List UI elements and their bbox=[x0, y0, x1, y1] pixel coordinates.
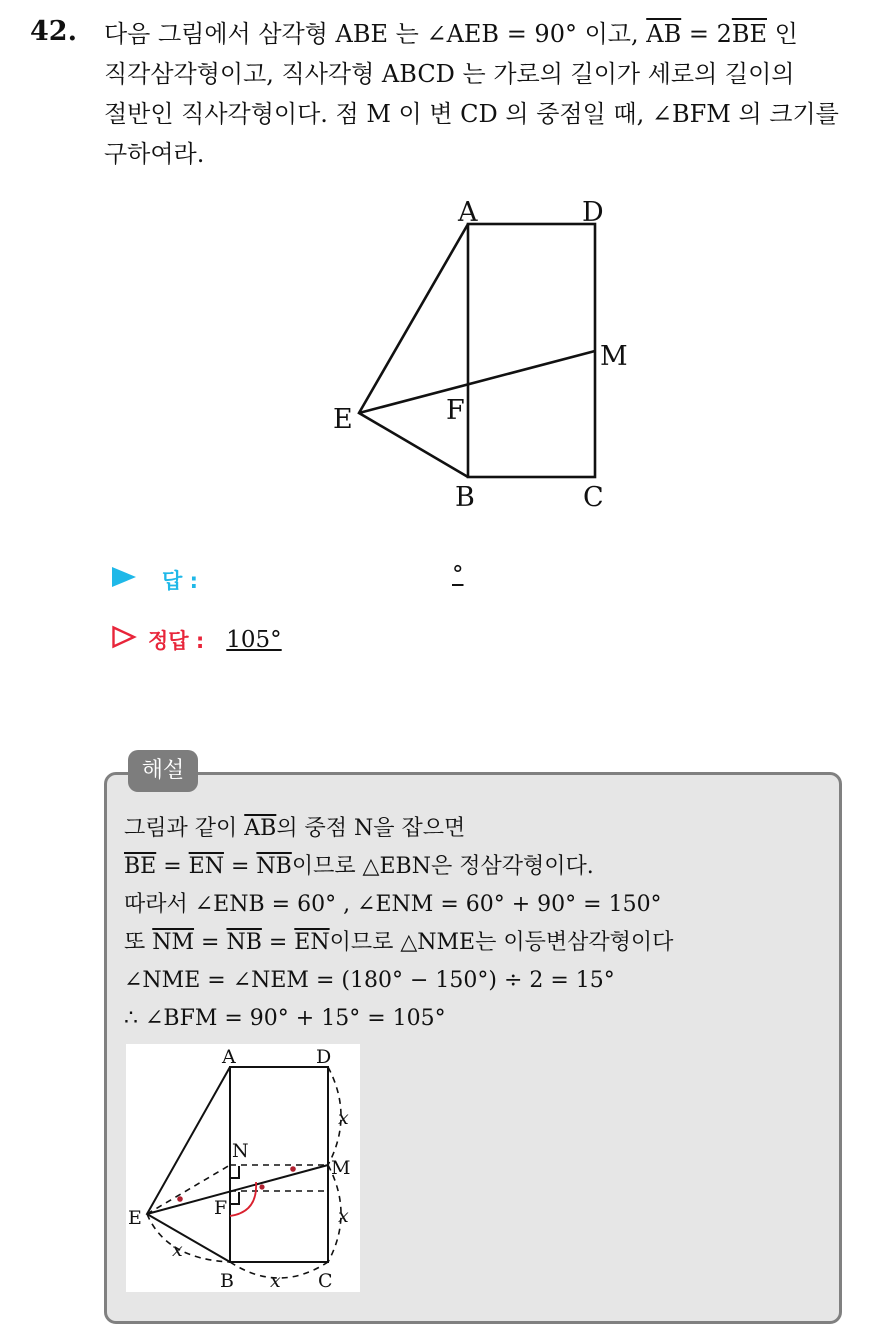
label-m: M bbox=[600, 341, 628, 372]
small-label-b: B bbox=[220, 1270, 234, 1292]
explanation-line-6: ∴ ∠BFM = 90° + 15° = 105° bbox=[124, 1006, 446, 1031]
answer-row bbox=[112, 565, 198, 595]
answer-blank[interactable] bbox=[452, 562, 464, 588]
label-f: F bbox=[446, 395, 465, 426]
rectangle-abcd bbox=[468, 224, 595, 477]
label-b: B bbox=[455, 482, 475, 513]
answer-label: 답 : bbox=[162, 569, 198, 593]
explanation-line-2 bbox=[124, 848, 673, 886]
angle-dot-1 bbox=[177, 1196, 183, 1202]
question-line-1 bbox=[104, 14, 864, 54]
l4-seg-1: $\overline{NM}$ bbox=[152, 930, 195, 955]
segment-ab: $\overline{AB}$ bbox=[646, 20, 682, 48]
explanation-line-3: 따라서 ∠ENB = 60° , ∠ENM = 60° + 90° = 150° bbox=[124, 892, 662, 917]
explanation-line-4 bbox=[124, 924, 673, 962]
l2-seg-1: $\overline{BE}$ bbox=[124, 854, 157, 879]
l4-seg-2: $\overline{NB}$ bbox=[226, 930, 262, 955]
right-angle-mark-n bbox=[230, 1166, 239, 1178]
l1-post: 의 중점 N을 잡으면 bbox=[276, 816, 466, 841]
angle-dot-3 bbox=[259, 1184, 264, 1189]
label-e: E bbox=[333, 404, 353, 435]
correct-answer-row bbox=[112, 625, 282, 655]
solution-figure bbox=[126, 1044, 360, 1292]
l4-eq-2: = bbox=[261, 930, 295, 955]
question-suffix: 인 bbox=[767, 20, 798, 48]
l1-pre: 그림과 같이 bbox=[124, 816, 245, 841]
question-eq-part: = 2 bbox=[681, 20, 732, 48]
question-line-4: 구하여라. bbox=[104, 140, 205, 168]
filled-triangle-icon bbox=[112, 565, 140, 595]
label-d: D bbox=[582, 197, 604, 228]
l4-seg-3: $\overline{EN}$ bbox=[294, 930, 330, 955]
small-label-e: E bbox=[128, 1207, 142, 1229]
correct-answer-value: 105° bbox=[226, 627, 282, 653]
small-triangle bbox=[147, 1067, 230, 1262]
small-segment-em bbox=[147, 1165, 328, 1214]
small-label-n: N bbox=[232, 1140, 249, 1162]
segment-be: $\overline{BE}$ bbox=[731, 20, 767, 48]
angle-dot-2 bbox=[290, 1166, 296, 1172]
explanation-line-1 bbox=[124, 810, 673, 848]
right-angle-mark-f bbox=[230, 1192, 239, 1204]
triangle-abe bbox=[359, 224, 468, 477]
question-line-1-text: 다음 그림에서 삼각형 ABE 는 ∠AEB = 90° 이고, bbox=[104, 20, 647, 48]
question-line-3: 절반인 직사각형이다. 점 M 이 변 CD 의 중점일 때, ∠BFM 의 크기를 bbox=[104, 100, 839, 128]
l2-seg-2: $\overline{EN}$ bbox=[188, 854, 224, 879]
l4-post: 이므로 △NME는 이등변삼각형이다 bbox=[329, 930, 674, 955]
explanation-badge: 해설 bbox=[128, 750, 198, 792]
small-label-d: D bbox=[316, 1046, 332, 1068]
l2-eq-1: = bbox=[156, 854, 189, 879]
small-label-c: C bbox=[318, 1270, 333, 1292]
l2-seg-3: $\overline{NB}$ bbox=[256, 854, 292, 879]
correct-answer-label: 정답 : bbox=[148, 629, 205, 653]
question-text bbox=[104, 14, 864, 174]
segment-em bbox=[359, 351, 595, 413]
l2-post: 이므로 △EBN은 정삼각형이다. bbox=[291, 854, 594, 879]
x-label-bc: x bbox=[270, 1270, 281, 1292]
x-label-right-upper: x bbox=[338, 1107, 349, 1129]
l2-eq-2: = bbox=[223, 854, 257, 879]
question-number: 42. bbox=[30, 16, 77, 47]
question-line-2: 직각삼각형이고, 직사각형 ABCD 는 가로의 길이가 세로의 길이의 bbox=[104, 60, 795, 88]
outline-triangle-icon bbox=[112, 625, 140, 655]
l4-eq-1: = bbox=[194, 930, 227, 955]
x-label-right-lower: x bbox=[338, 1205, 349, 1227]
label-c: C bbox=[583, 482, 604, 513]
l1-segment: $\overline{AB}$ bbox=[244, 816, 277, 841]
x-label-eb: x bbox=[172, 1239, 183, 1261]
small-label-m: M bbox=[331, 1157, 351, 1179]
label-a: A bbox=[458, 197, 478, 228]
answer-unit: ° bbox=[452, 562, 464, 588]
small-label-a: A bbox=[222, 1046, 236, 1068]
explanation-line-5: ∠NME = ∠NEM = (180° − 150°) ÷ 2 = 15° bbox=[124, 968, 615, 993]
explanation-text bbox=[124, 810, 673, 1038]
small-label-f: F bbox=[214, 1197, 228, 1219]
l4-pre: 또 bbox=[124, 930, 153, 955]
